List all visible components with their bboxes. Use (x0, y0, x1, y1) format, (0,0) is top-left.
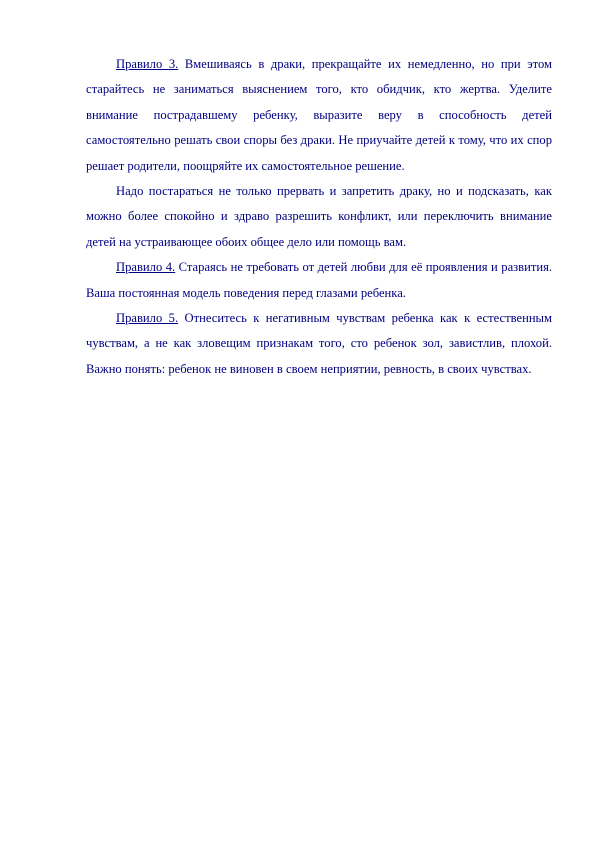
rule-3-paragraph (86, 52, 552, 179)
rule-3-label: Правило 3. (116, 57, 179, 71)
rule-4-text: Стараясь не требовать от детей любви для её проявления и развития. Ваша постоянная модель поведения перед глазами ребенка. (86, 260, 553, 300)
rule-3-text: Вмешиваясь в драки, прекращайте их немедленно, но при этом старайтесь не заниматься выяснением того, кто обидчик, кто жертва. Уделите внимание пострадавшему ребенку, выразите веру в способность детей самостоятельно решать свои споры без драки. Не приучайте детей к тому, что их спор решает родители, поощряйте их самостоятельное решение. (86, 57, 552, 173)
advice-text: Надо постараться не только прервать и запретить драку, но и подсказать, как можно более спокойно и здраво разрешить конфликт, или переключить внимание детей на устраивающее обоих общее дело или помощь вам. (86, 184, 552, 249)
rule-5-text: Отнеситесь к негативным чувствам ребенка как к естественным чувствам, а не как зловещим признакам того, сто ребенок зол, завистлив, плохой. Важно понять: ребенок не виновен в своем неприятии, ревность, в своих чувствах. (86, 311, 552, 376)
rule-5-paragraph (86, 306, 552, 382)
rule-4-label: Правило 4. (116, 260, 176, 275)
advice-paragraph (86, 179, 552, 255)
rule-4-paragraph (86, 255, 552, 306)
rule-5-label: Правило 5. (116, 311, 179, 326)
document-body (86, 52, 552, 382)
